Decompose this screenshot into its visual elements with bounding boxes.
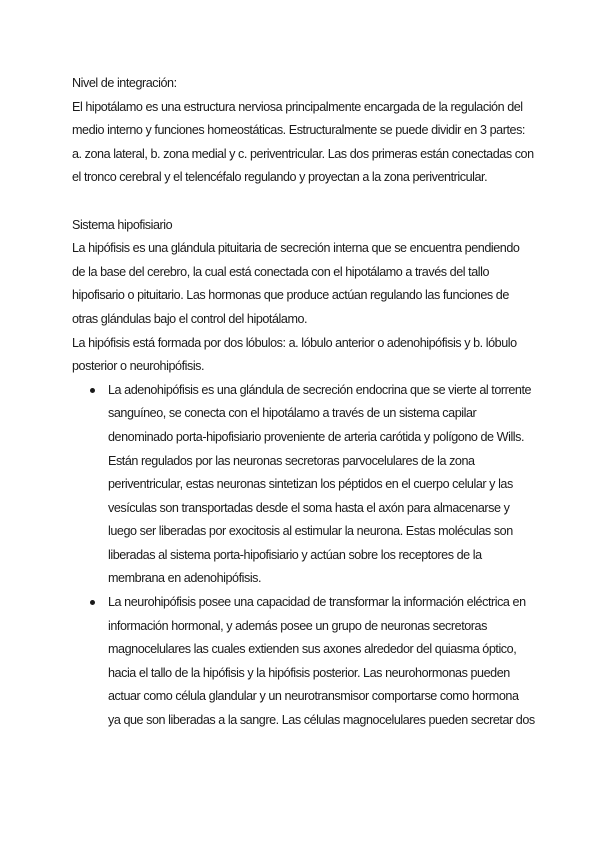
list-item-neurohipofisis xyxy=(72,591,534,733)
paragraph-line: otras glándulas bajo el control del hipotálamo. xyxy=(72,311,308,326)
paragraph-spacer xyxy=(72,190,534,214)
section-nivel-integracion xyxy=(72,72,534,190)
list-item-line: información hormonal, y además posee un grupo de neuronas secretoras xyxy=(108,618,487,633)
list-item-line: Están regulados por las neuronas secretoras parvocelulares de la zona xyxy=(108,453,475,468)
list-item-line: magnocelulares las cuales extienden sus axones alrededor del quiasma óptico, xyxy=(108,642,517,657)
bullet-list xyxy=(72,379,534,733)
paragraph-line: el tronco cerebral y el telencéfalo regulando y proyectan a la zona periventricular. xyxy=(72,170,488,185)
paragraph-line: posterior o neurohipófisis. xyxy=(72,359,205,374)
section-sistema-hipofisiario xyxy=(72,214,534,733)
list-item-line: actuar como célula glandular y un neurotransmisor comportarse como hormona xyxy=(108,689,519,704)
paragraph-line: de la base del cerebro, la cual está conectada con el hipotálamo a través del tallo xyxy=(72,264,490,279)
paragraph-line: hipofisario o pituitario. Las hormonas que produce actúan regulando las funciones de xyxy=(72,288,509,303)
list-item-line: periventricular, estas neuronas sintetizan los péptidos en el cuerpo celular y las xyxy=(108,477,513,492)
paragraph-line: a. zona lateral, b. zona medial y c. periventricular. Las dos primeras están conectadas con xyxy=(72,146,534,161)
list-item-adenohipofisis xyxy=(72,379,534,591)
paragraph-line: medio interno y funciones homeostáticas. Estructuralmente se puede dividir en 3 partes: xyxy=(72,123,525,138)
list-item-line: sanguíneo, se conecta con el hipotálamo a través de un sistema capilar xyxy=(108,406,477,421)
list-item-line: La neurohipófisis posee una capacidad de transformar la información eléctrica en xyxy=(108,595,526,610)
paragraph-line: El hipotálamo es una estructura nerviosa principalmente encargada de la regulación del xyxy=(72,99,523,114)
list-item-line: La adenohipófisis es una glándula de secreción endocrina que se vierte al torrente xyxy=(108,382,532,397)
document-page xyxy=(72,72,534,733)
list-item-line: vesículas son transportadas desde el soma hasta el axón para almacenarse y xyxy=(108,500,510,515)
paragraph-line: La hipófisis está formada por dos lóbulos: a. lóbulo anterior o adenohipófisis y b. lóbulo xyxy=(72,335,517,350)
section-heading: Nivel de integración: xyxy=(72,76,177,90)
bullet-icon xyxy=(90,600,95,605)
list-item-line: luego ser liberadas por exocitosis al estimular la neurona. Estas moléculas son xyxy=(108,524,513,539)
list-item-line: hacia el tallo de la hipófisis y la hipófisis posterior. Las neurohormonas pueden xyxy=(108,665,510,680)
bullet-icon xyxy=(90,388,95,393)
list-item-line: membrana en adenohipófisis. xyxy=(108,571,262,586)
paragraph-line: La hipófisis es una glándula pituitaria de secreción interna que se encuentra pendiendo xyxy=(72,241,520,256)
list-item-line: ya que son liberadas a la sangre. Las células magnocelulares pueden secretar dos xyxy=(108,713,535,728)
section-heading: Sistema hipofisiario xyxy=(72,217,173,232)
list-item-line: liberadas al sistema porta-hipofisiario y actúan sobre los receptores de la xyxy=(108,547,482,562)
list-item-line: denominado porta-hipofisiario proveniente de arteria carótida y polígono de Wills. xyxy=(108,429,525,444)
